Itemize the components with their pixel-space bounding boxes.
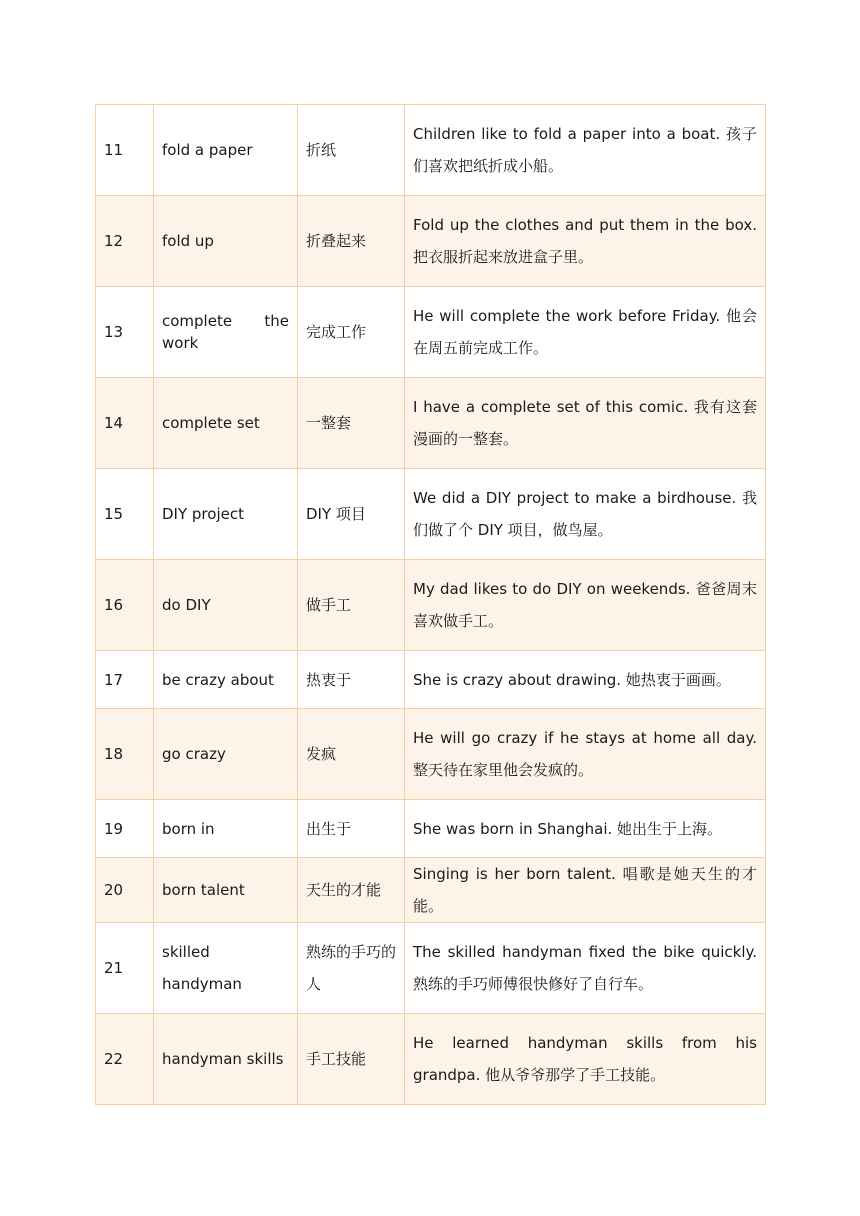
chinese-meaning: 发疯 — [298, 709, 405, 800]
chinese-meaning: 做手工 — [298, 560, 405, 651]
example-sentence: She was born in Shanghai. 她出生于上海。 — [405, 800, 766, 858]
chinese-meaning: 一整套 — [298, 378, 405, 469]
example-sentence: He will go crazy if he stays at home all day. 整天待在家里他会发疯的。 — [405, 709, 766, 800]
chinese-meaning: 天生的才能 — [298, 858, 405, 923]
phrase: do DIY — [154, 560, 298, 651]
phrase: be crazy about — [154, 651, 298, 709]
example-sentence: My dad likes to do DIY on weekends. 爸爸周末喜欢做手工。 — [405, 560, 766, 651]
table-row — [96, 1014, 766, 1105]
example-sentence: Fold up the clothes and put them in the box. 把衣服折起来放进盒子里。 — [405, 196, 766, 287]
row-number: 13 — [96, 287, 154, 378]
table-row — [96, 858, 766, 923]
row-number: 19 — [96, 800, 154, 858]
phrase: born talent — [154, 858, 298, 923]
table-row — [96, 651, 766, 709]
example-sentence: He learned handyman skills from his grandpa. 他从爷爷那学了手工技能。 — [405, 1014, 766, 1105]
table-row — [96, 560, 766, 651]
chinese-meaning: 折纸 — [298, 105, 405, 196]
phrase: handyman skills — [154, 1014, 298, 1105]
row-number: 20 — [96, 858, 154, 923]
phrase: born in — [154, 800, 298, 858]
row-number: 12 — [96, 196, 154, 287]
chinese-meaning: 手工技能 — [298, 1014, 405, 1105]
row-number: 17 — [96, 651, 154, 709]
table-row — [96, 196, 766, 287]
row-number: 18 — [96, 709, 154, 800]
table-row — [96, 378, 766, 469]
phrase: go crazy — [154, 709, 298, 800]
example-sentence: Children like to fold a paper into a boat. 孩子们喜欢把纸折成小船。 — [405, 105, 766, 196]
chinese-meaning: 完成工作 — [298, 287, 405, 378]
table-row — [96, 923, 766, 1014]
chinese-meaning: 热衷于 — [298, 651, 405, 709]
phrase: DIY project — [154, 469, 298, 560]
row-number: 21 — [96, 923, 154, 1014]
example-sentence: The skilled handyman fixed the bike quickly. 熟练的手巧师傅很快修好了自行车。 — [405, 923, 766, 1014]
chinese-meaning: 出生于 — [298, 800, 405, 858]
row-number: 15 — [96, 469, 154, 560]
chinese-meaning: 折叠起来 — [298, 196, 405, 287]
example-sentence: I have a complete set of this comic. 我有这套漫画的一整套。 — [405, 378, 766, 469]
row-number: 22 — [96, 1014, 154, 1105]
phrase: skilled handyman — [154, 923, 298, 1014]
example-sentence: Singing is her born talent. 唱歌是她天生的才能。 — [405, 858, 766, 923]
example-sentence: He will complete the work before Friday. 他会在周五前完成工作。 — [405, 287, 766, 378]
row-number: 11 — [96, 105, 154, 196]
example-sentence: She is crazy about drawing. 她热衷于画画。 — [405, 651, 766, 709]
vocabulary-table — [95, 104, 766, 1105]
chinese-meaning: DIY 项目 — [298, 469, 405, 560]
row-number: 14 — [96, 378, 154, 469]
table-row — [96, 709, 766, 800]
phrase: complete set — [154, 378, 298, 469]
example-sentence: We did a DIY project to make a birdhouse. 我们做了个 DIY 项目，做鸟屋。 — [405, 469, 766, 560]
phrase: complete the work — [154, 287, 298, 378]
row-number: 16 — [96, 560, 154, 651]
chinese-meaning: 熟练的手巧的人 — [298, 923, 405, 1014]
table-row — [96, 105, 766, 196]
table-row — [96, 287, 766, 378]
table-row — [96, 800, 766, 858]
phrase: fold up — [154, 196, 298, 287]
phrase: fold a paper — [154, 105, 298, 196]
table-row — [96, 469, 766, 560]
